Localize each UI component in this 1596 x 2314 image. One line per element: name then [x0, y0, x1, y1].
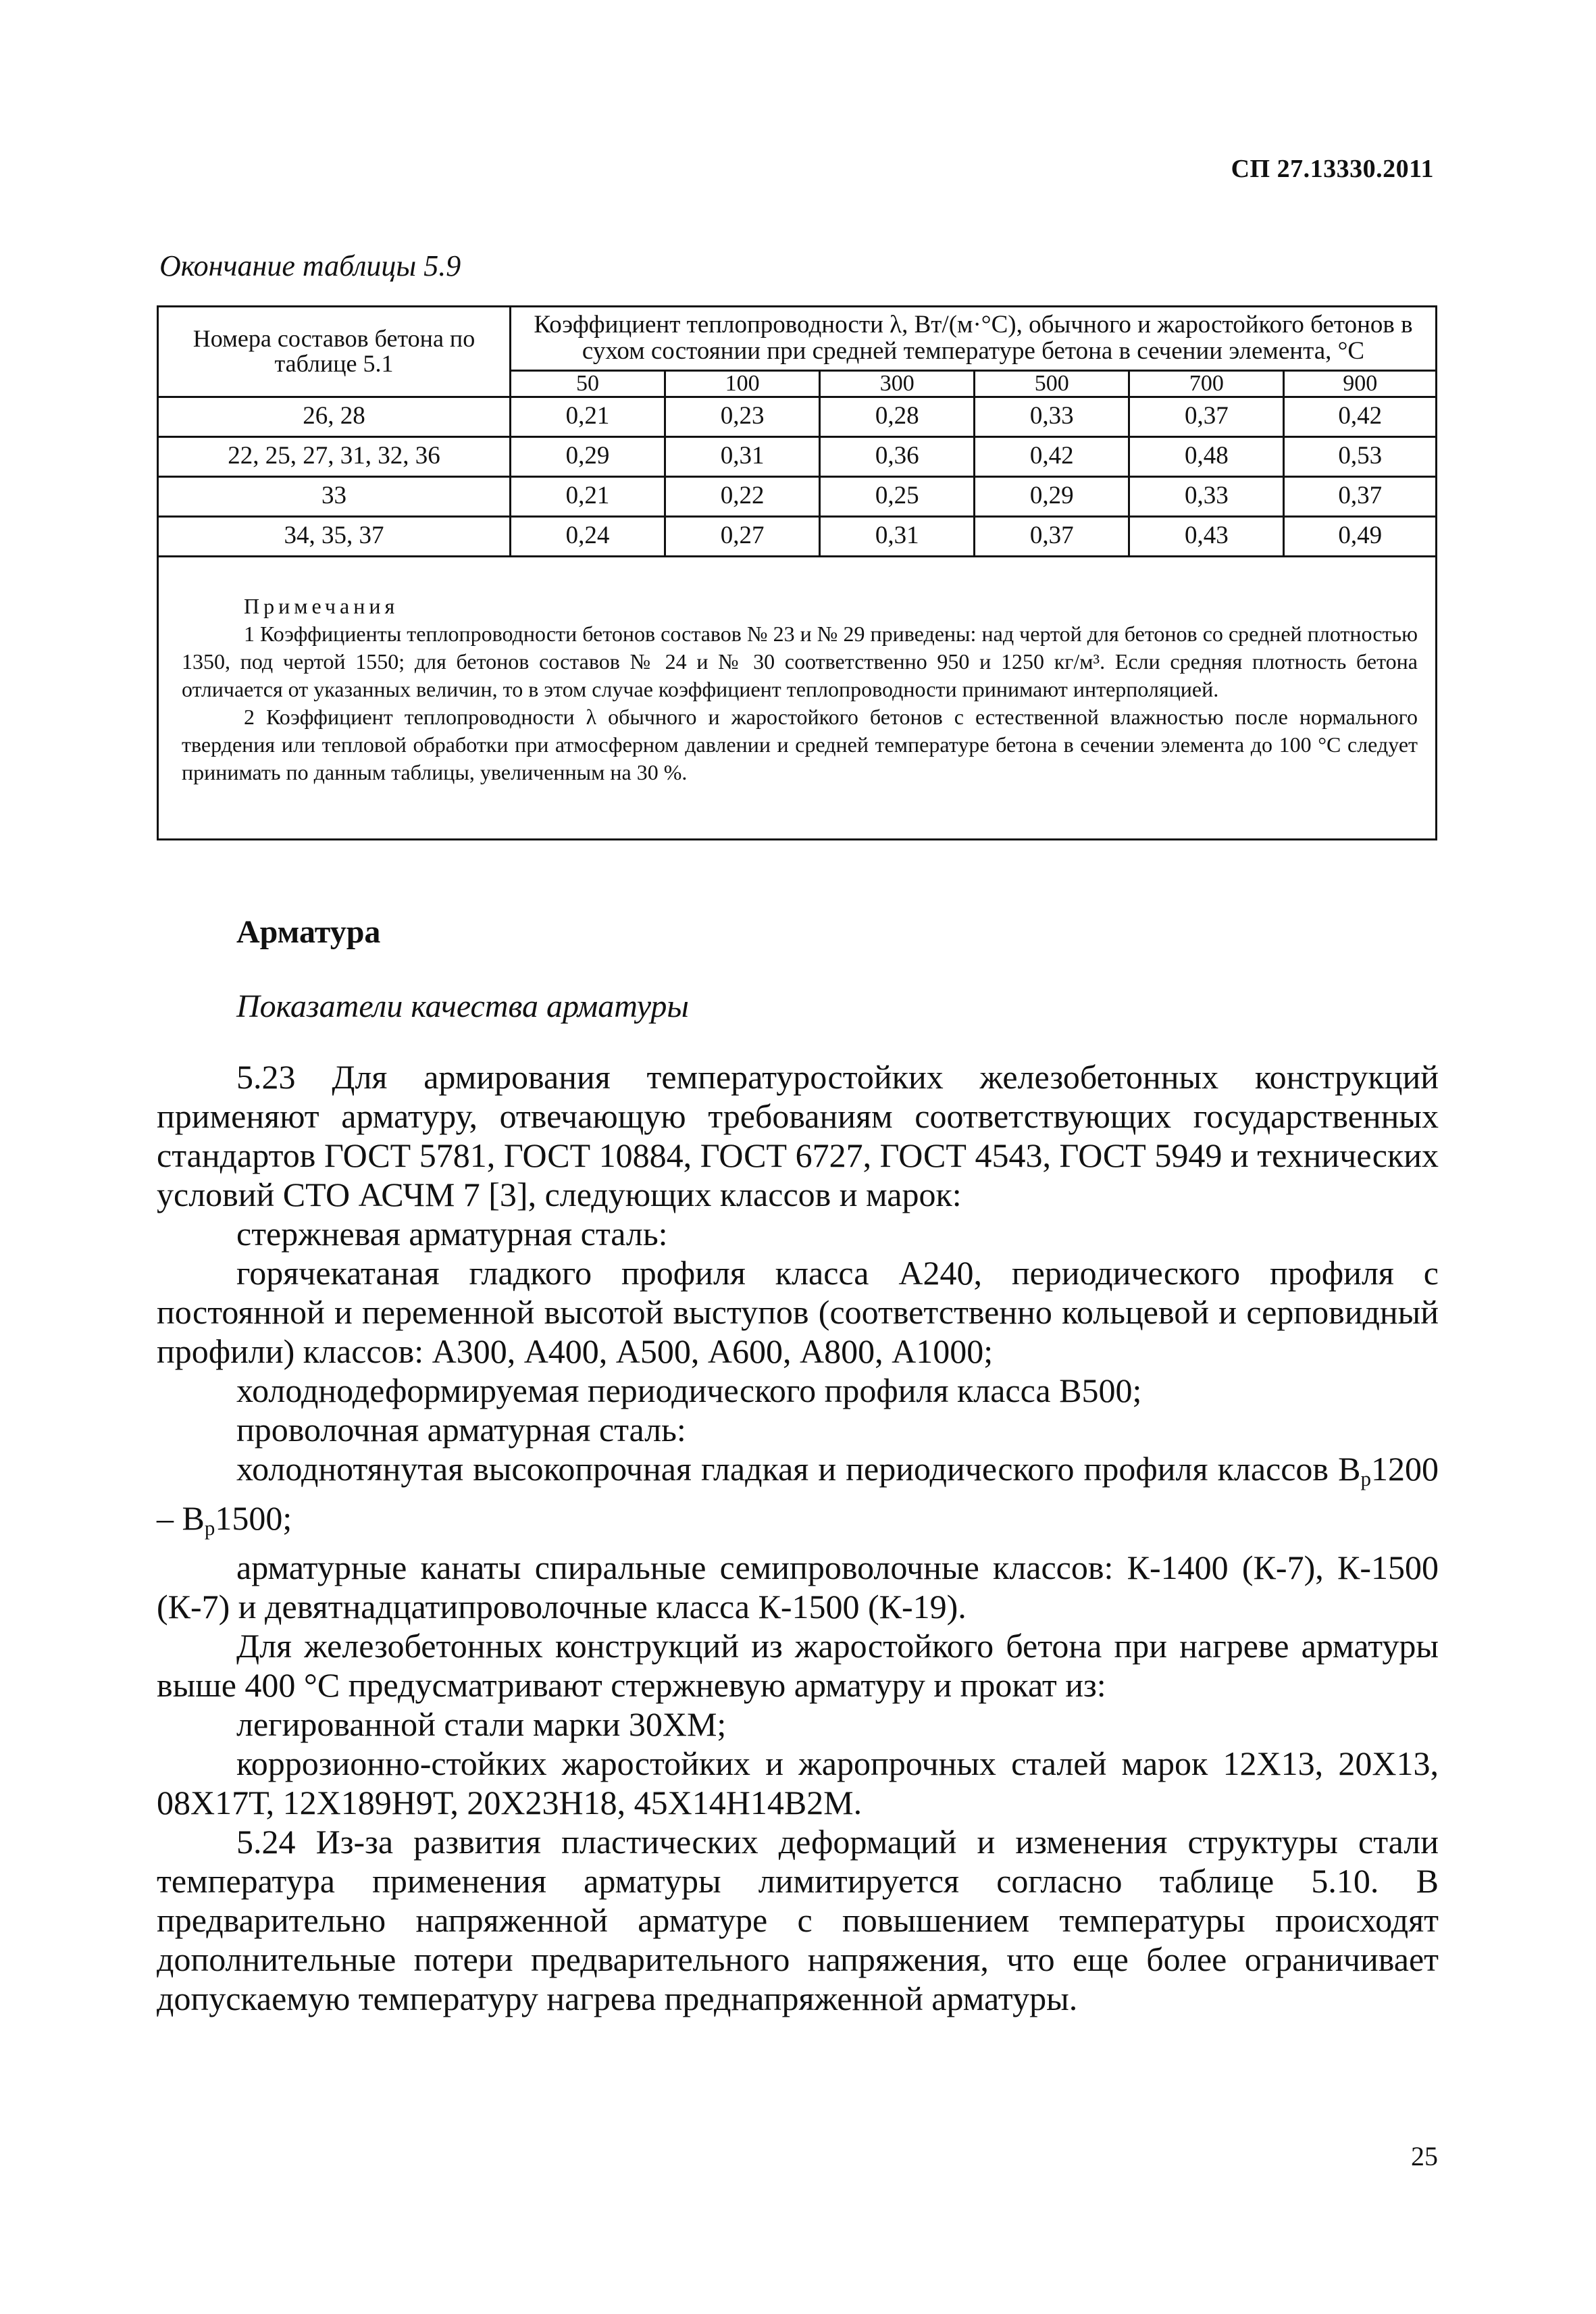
value-cell: 0,33 — [975, 397, 1129, 436]
value-cell: 0,33 — [1129, 476, 1284, 516]
paragraph: арматурные канаты спиральные семипроволочные классов: К-1400 (К-7), К-1500 (К-7) и девятнадцатипроволочные класса К-1500 (К-19). — [157, 1548, 1439, 1626]
column-header-cell: Коэффициент теплопроводности λ, Вт/(м·°С), обычного и жаростойкого бетонов в сухом состоянии при средней температуре бетона в сечении элемента, °С — [511, 307, 1436, 371]
body-text — [157, 1057, 1439, 2018]
table-notes — [182, 593, 1418, 786]
value-cell: 0,36 — [820, 436, 975, 476]
subsection-heading: Показатели качества арматуры — [236, 988, 689, 1024]
value-cell: 0,21 — [511, 476, 665, 516]
value-cell: 0,29 — [975, 476, 1129, 516]
table-row — [159, 476, 1435, 516]
table-row — [159, 436, 1435, 476]
value-cell: 0,24 — [511, 516, 665, 556]
composition-cell: 34, 35, 37 — [159, 516, 511, 556]
value-cell: 0,42 — [1284, 397, 1435, 436]
composition-cell: 26, 28 — [159, 397, 511, 436]
value-cell: 0,23 — [665, 397, 820, 436]
table-header-row — [159, 307, 1435, 371]
value-cell: 0,43 — [1129, 516, 1284, 556]
paragraph: Для железобетонных конструкций из жаростойкого бетона при нагреве арматуры выше 400 °С предусматривают стержневую арматуру и прокат из: — [157, 1626, 1439, 1704]
value-cell: 0,37 — [1129, 397, 1284, 436]
notes-title: Примечания — [244, 594, 399, 618]
value-cell: 0,25 — [820, 476, 975, 516]
temperature-cell: 700 — [1129, 371, 1284, 397]
paragraph: стержневая арматурная сталь: — [236, 1215, 668, 1253]
temperature-cell: 500 — [975, 371, 1129, 397]
document-code: СП 27.13330.2011 — [1231, 155, 1434, 183]
value-cell: 0,28 — [820, 397, 975, 436]
data-table — [159, 307, 1435, 557]
value-cell: 0,31 — [820, 516, 975, 556]
paragraph: легированной стали марки 30ХМ; — [236, 1705, 727, 1743]
value-cell: 0,49 — [1284, 516, 1435, 556]
value-cell: 0,27 — [665, 516, 820, 556]
value-cell: 0,37 — [975, 516, 1129, 556]
temperature-cell: 100 — [665, 371, 820, 397]
table-row — [159, 516, 1435, 556]
paragraph-wire-classes — [157, 1449, 1439, 1548]
note-2: 2 Коэффициент теплопроводности λ обычного и жаростойкого бетонов с естественной влажностью после нормального твердения или тепловой обработки при атмосферном давлении и средней температуре бетона в сечении элемента до 100 °С следует принимать по данным таблицы, увеличенным на 30 %. — [182, 705, 1418, 784]
value-cell: 0,31 — [665, 436, 820, 476]
thermal-conductivity-table — [157, 305, 1437, 840]
paragraph-5-24: 5.24 Из-за развития пластических деформаций и изменения структуры стали температура применения арматуры лимитируется согласно таблице 5.10. В предварительно напряженной арматуре с повышением температуры происходят дополнительные потери предварительного напряжения, что еще более ограничивает допускаемую температуру нагрева преднапряженной арматуры. — [157, 1822, 1439, 2017]
value-cell: 0,48 — [1129, 436, 1284, 476]
value-cell: 0,42 — [975, 436, 1129, 476]
value-cell: 0,53 — [1284, 436, 1435, 476]
subscript: р — [204, 1515, 215, 1540]
composition-cell: 22, 25, 27, 31, 32, 36 — [159, 436, 511, 476]
note-1: 1 Коэффициенты теплопроводности бетонов составов № 23 и № 29 приведены: над чертой для бетонов со средней плотностью 1350, под чертой 1550; для бетонов составов № 24 и № 30 соответственно 950 и 1250 кг/м³. Если средняя плотность бетона отличается от указанных величин, то в этом случае коэффициент теплопроводности принимают интерполяцией. — [182, 622, 1418, 701]
page-number: 25 — [1411, 2141, 1438, 2171]
table-row — [159, 397, 1435, 436]
paragraph-5-23: 5.23 Для армирования температуростойких железобетонных конструкций применяют арматуру, отвечающую требованиям соответствующих государственных стандартов ГОСТ 5781, ГОСТ 10884, ГОСТ 6727, ГОСТ 4543, ГОСТ 5949 и технических условий СТО АСЧМ 7 [3], следующих классов и марок: — [157, 1058, 1439, 1213]
value-cell: 0,29 — [511, 436, 665, 476]
temperature-cell: 50 — [511, 371, 665, 397]
paragraph: холоднодеформируемая периодического профиля класса В500; — [236, 1372, 1142, 1409]
paragraph: горячекатаная гладкого профиля класса А240, периодического профиля с постоянной и переменной высотой выступов (соответственно кольцевой и серповидный профили) классов: А300, А400, А500, А600, А800, А1000; — [157, 1254, 1439, 1370]
paragraph: коррозионно-стойких жаростойких и жаропрочных сталей марок 12Х13, 20Х13, 08Х17Т, 12Х189Н9Т, 20Х23Н18, 45Х14Н14В2М. — [157, 1744, 1439, 1821]
temperature-cell: 900 — [1284, 371, 1435, 397]
row-header-cell: Номера составов бетона по таблице 5.1 — [159, 307, 511, 397]
composition-cell: 33 — [159, 476, 511, 516]
section-heading: Арматура — [236, 914, 381, 950]
paragraph: проволочная арматурная сталь: — [236, 1411, 686, 1449]
subscript: р — [1360, 1466, 1371, 1490]
value-cell: 0,37 — [1284, 476, 1435, 516]
value-cell: 0,21 — [511, 397, 665, 436]
temperature-cell: 300 — [820, 371, 975, 397]
wire-classes-text: холоднотянутая высокопрочная гладкая и периодического профиля классов $В_р1200 - В_р1500$; — [157, 1450, 1439, 1540]
table-caption: Окончание таблицы 5.9 — [159, 249, 461, 282]
value-cell: 0,22 — [665, 476, 820, 516]
